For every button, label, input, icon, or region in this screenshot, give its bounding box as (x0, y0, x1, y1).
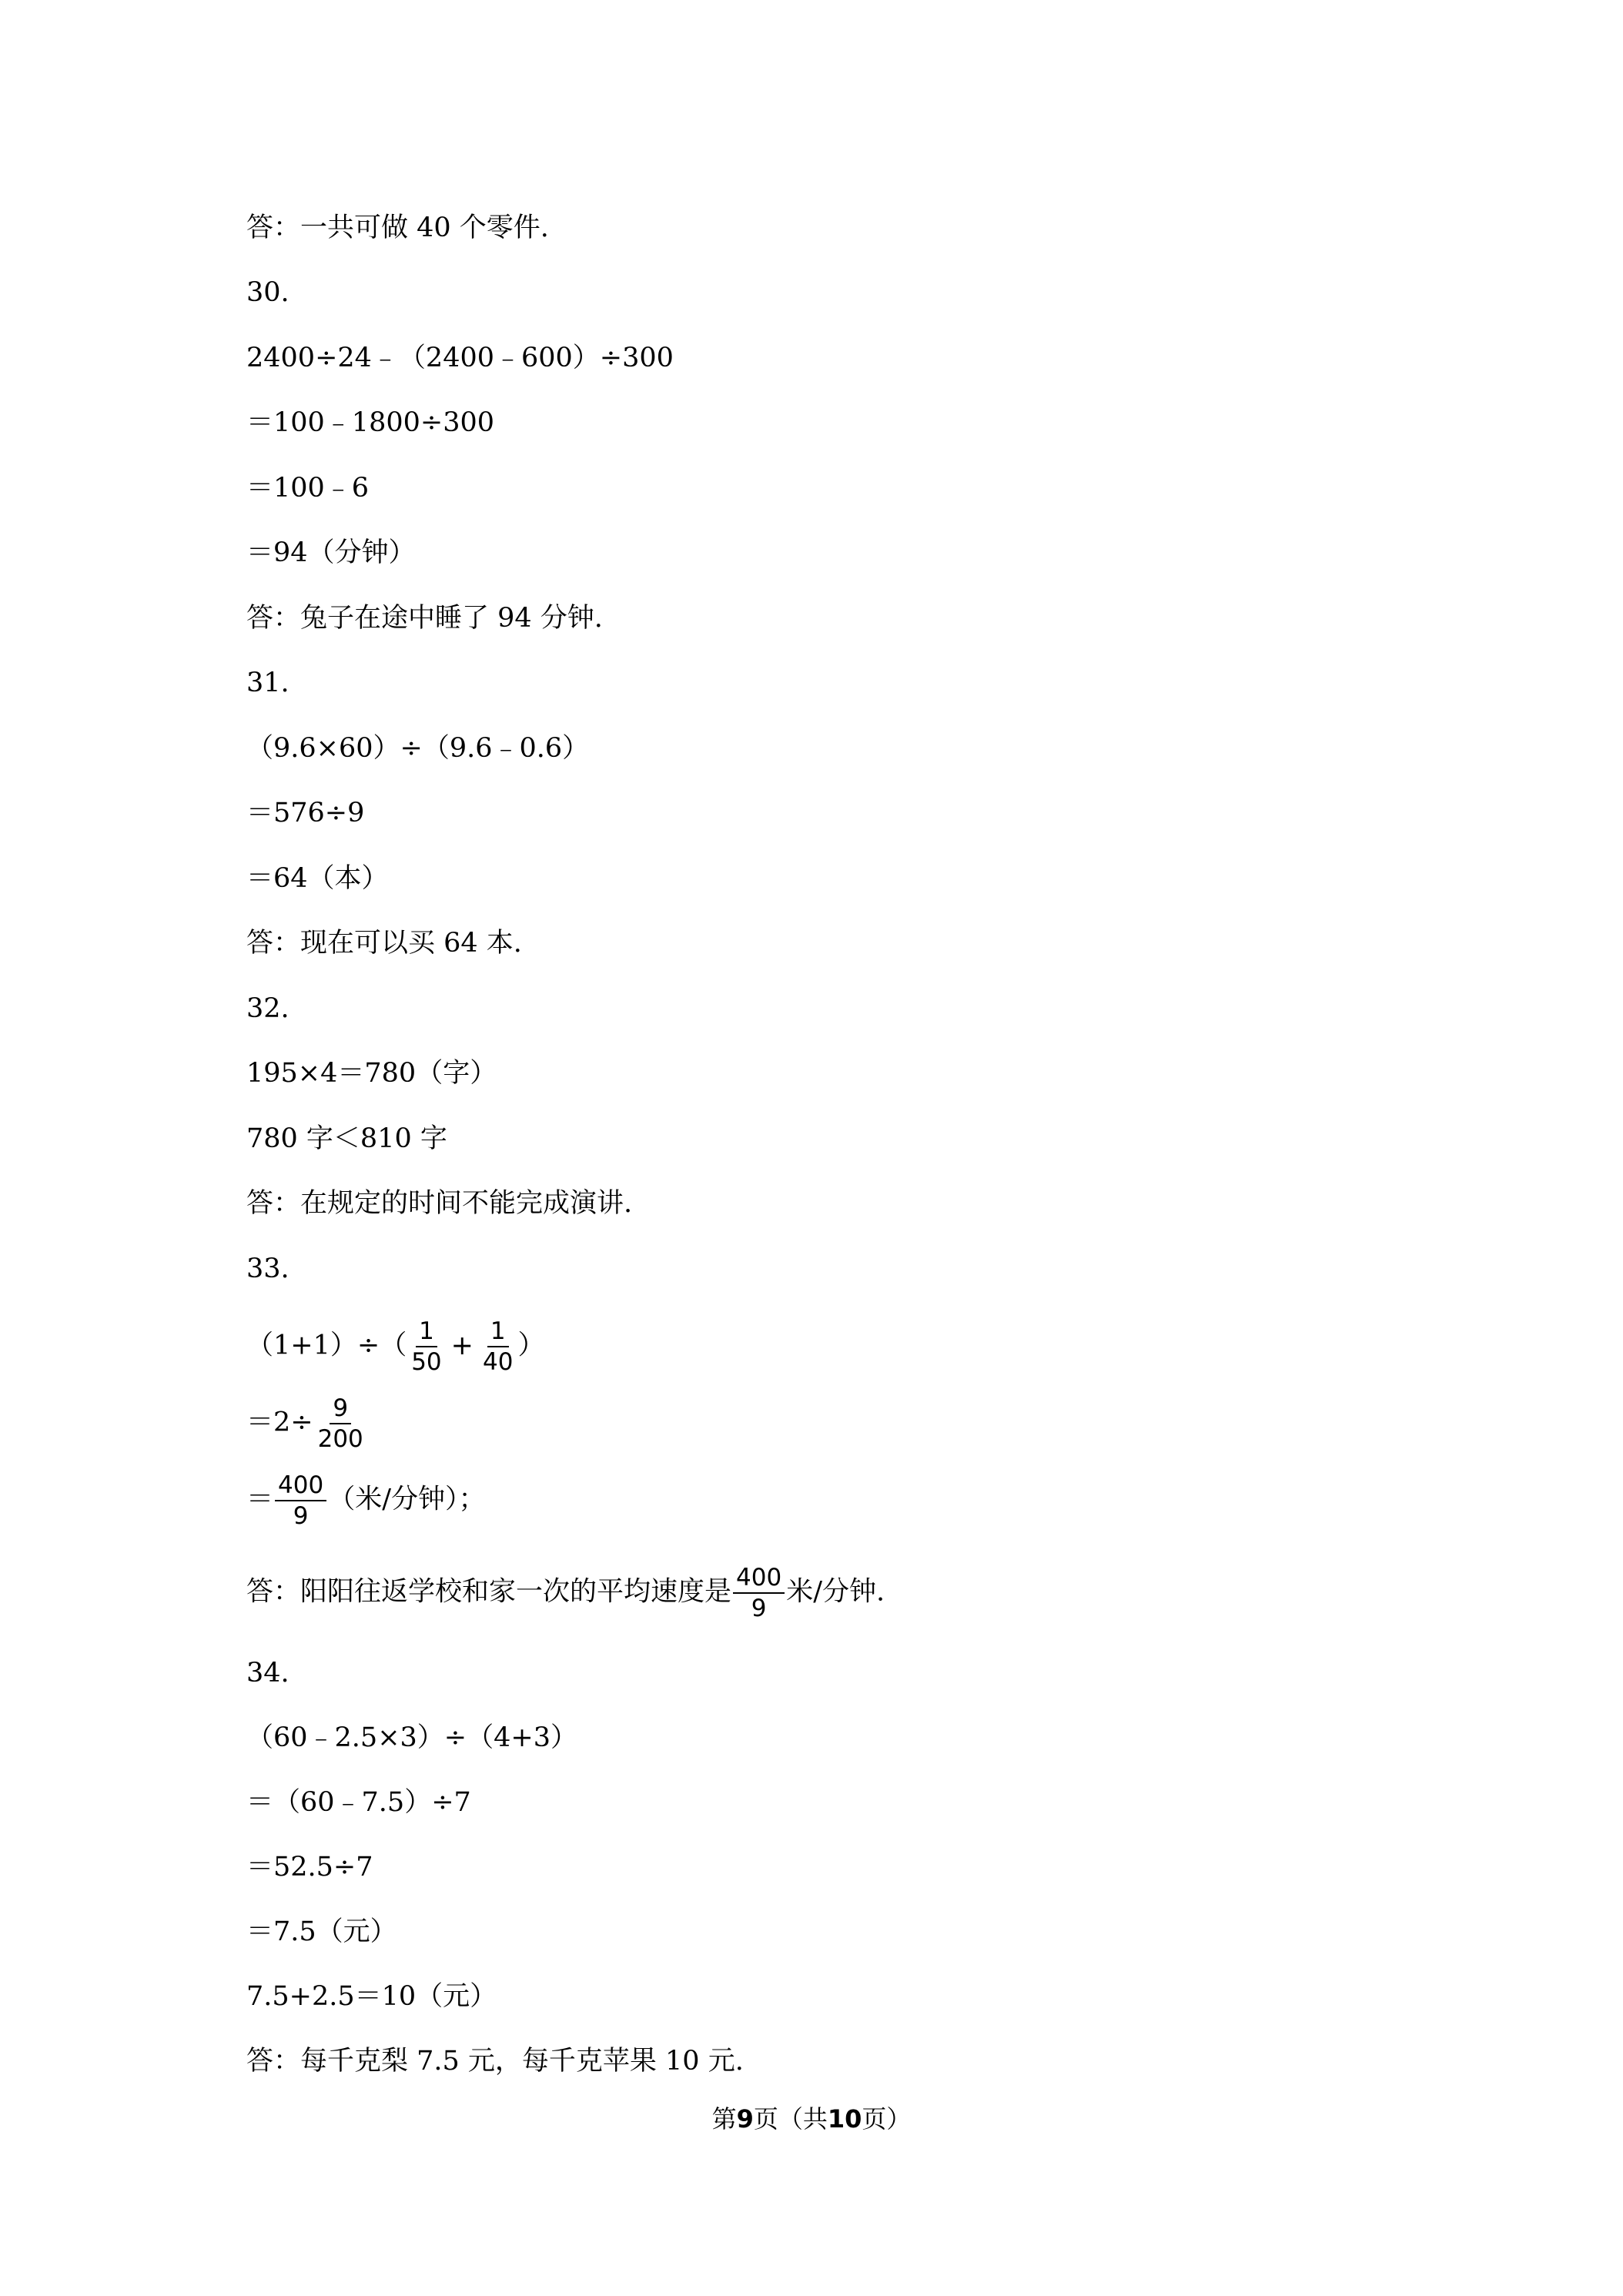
equation-line: ＝（60﹣7.5）÷7 (246, 1787, 471, 1818)
fraction-numerator: 400 (733, 1563, 785, 1594)
equation-text: （米/分钟）； (328, 1484, 486, 1515)
equation-line: ＝94（分钟） (246, 537, 416, 568)
answer-text: 答：阳阳往返学校和家一次的平均速度是 (246, 1576, 732, 1608)
equation-line: ＝52.5÷7 (246, 1852, 373, 1883)
answer-line: 答：现在可以买 64 本. (246, 928, 522, 959)
footer-page-number: 9 (736, 2104, 754, 2134)
footer-suffix: 页） (862, 2104, 912, 2134)
question-number: 31. (246, 668, 289, 698)
fraction (408, 1317, 444, 1377)
equation-line-fraction (246, 1471, 485, 1531)
equation-text: ＝2÷ (246, 1407, 313, 1438)
answer-line: 答：在规定的时间不能完成演讲. (246, 1188, 633, 1219)
fraction-denominator: 9 (293, 1502, 309, 1530)
fraction (275, 1471, 326, 1531)
equation-line: 7.5+2.5＝10（元） (246, 1981, 497, 2012)
page-footer (0, 2102, 1623, 2136)
answer-line-fraction (246, 1563, 885, 1623)
equation-line: 195×4＝780（字） (246, 1058, 497, 1089)
question-number: 34. (246, 1658, 289, 1689)
fraction (733, 1563, 785, 1623)
equation-line: ＝7.5（元） (246, 1916, 397, 1947)
fraction-numerator: 9 (330, 1394, 351, 1424)
question-number: 33. (246, 1253, 289, 1284)
equation-text: ） (517, 1330, 545, 1361)
question-number: 30. (246, 277, 289, 308)
fraction-denominator: 50 (411, 1348, 442, 1376)
fraction (480, 1317, 516, 1377)
fraction-denominator: 200 (317, 1425, 363, 1453)
fraction-denominator: 40 (482, 1348, 514, 1376)
equation-line: （9.6×60）÷（9.6﹣0.6） (246, 733, 590, 764)
equation-line-fraction (246, 1394, 368, 1454)
footer-total-pages: 10 (827, 2104, 862, 2134)
equation-line: ＝576÷9 (246, 798, 365, 828)
equation-line: ＝64（本） (246, 863, 389, 894)
equation-line-fraction (246, 1317, 544, 1377)
footer-prefix: 第 (711, 2104, 737, 2134)
footer-middle: 页（共 (753, 2104, 828, 2134)
plus-sign: + (450, 1330, 474, 1361)
question-number: 32. (246, 993, 289, 1024)
answer-line: 答：每千克梨 7.5 元，每千克苹果 10 元. (246, 2046, 744, 2077)
answer-text: 米/分钟. (786, 1576, 885, 1608)
fraction-denominator: 9 (751, 1595, 767, 1622)
equation-line: 780 字＜810 字 (246, 1123, 447, 1154)
answer-line: 答：兔子在途中睡了 94 分钟. (246, 603, 603, 634)
equation-text: （1+1）÷（ (246, 1330, 407, 1361)
fraction-numerator: 1 (487, 1317, 509, 1347)
fraction-numerator: 400 (275, 1471, 326, 1501)
fraction-numerator: 1 (416, 1317, 437, 1347)
equation-text: ＝ (246, 1484, 274, 1515)
equation-line: （60﹣2.5×3）÷（4+3） (246, 1722, 577, 1753)
equation-line: ＝100﹣1800÷300 (246, 407, 495, 438)
equation-line: 2400÷24﹣（2400﹣600）÷300 (246, 343, 674, 373)
fraction (315, 1394, 366, 1454)
answer-line: 答：一共可做 40 个零件. (246, 213, 549, 243)
equation-line: ＝100﹣6 (246, 473, 370, 504)
